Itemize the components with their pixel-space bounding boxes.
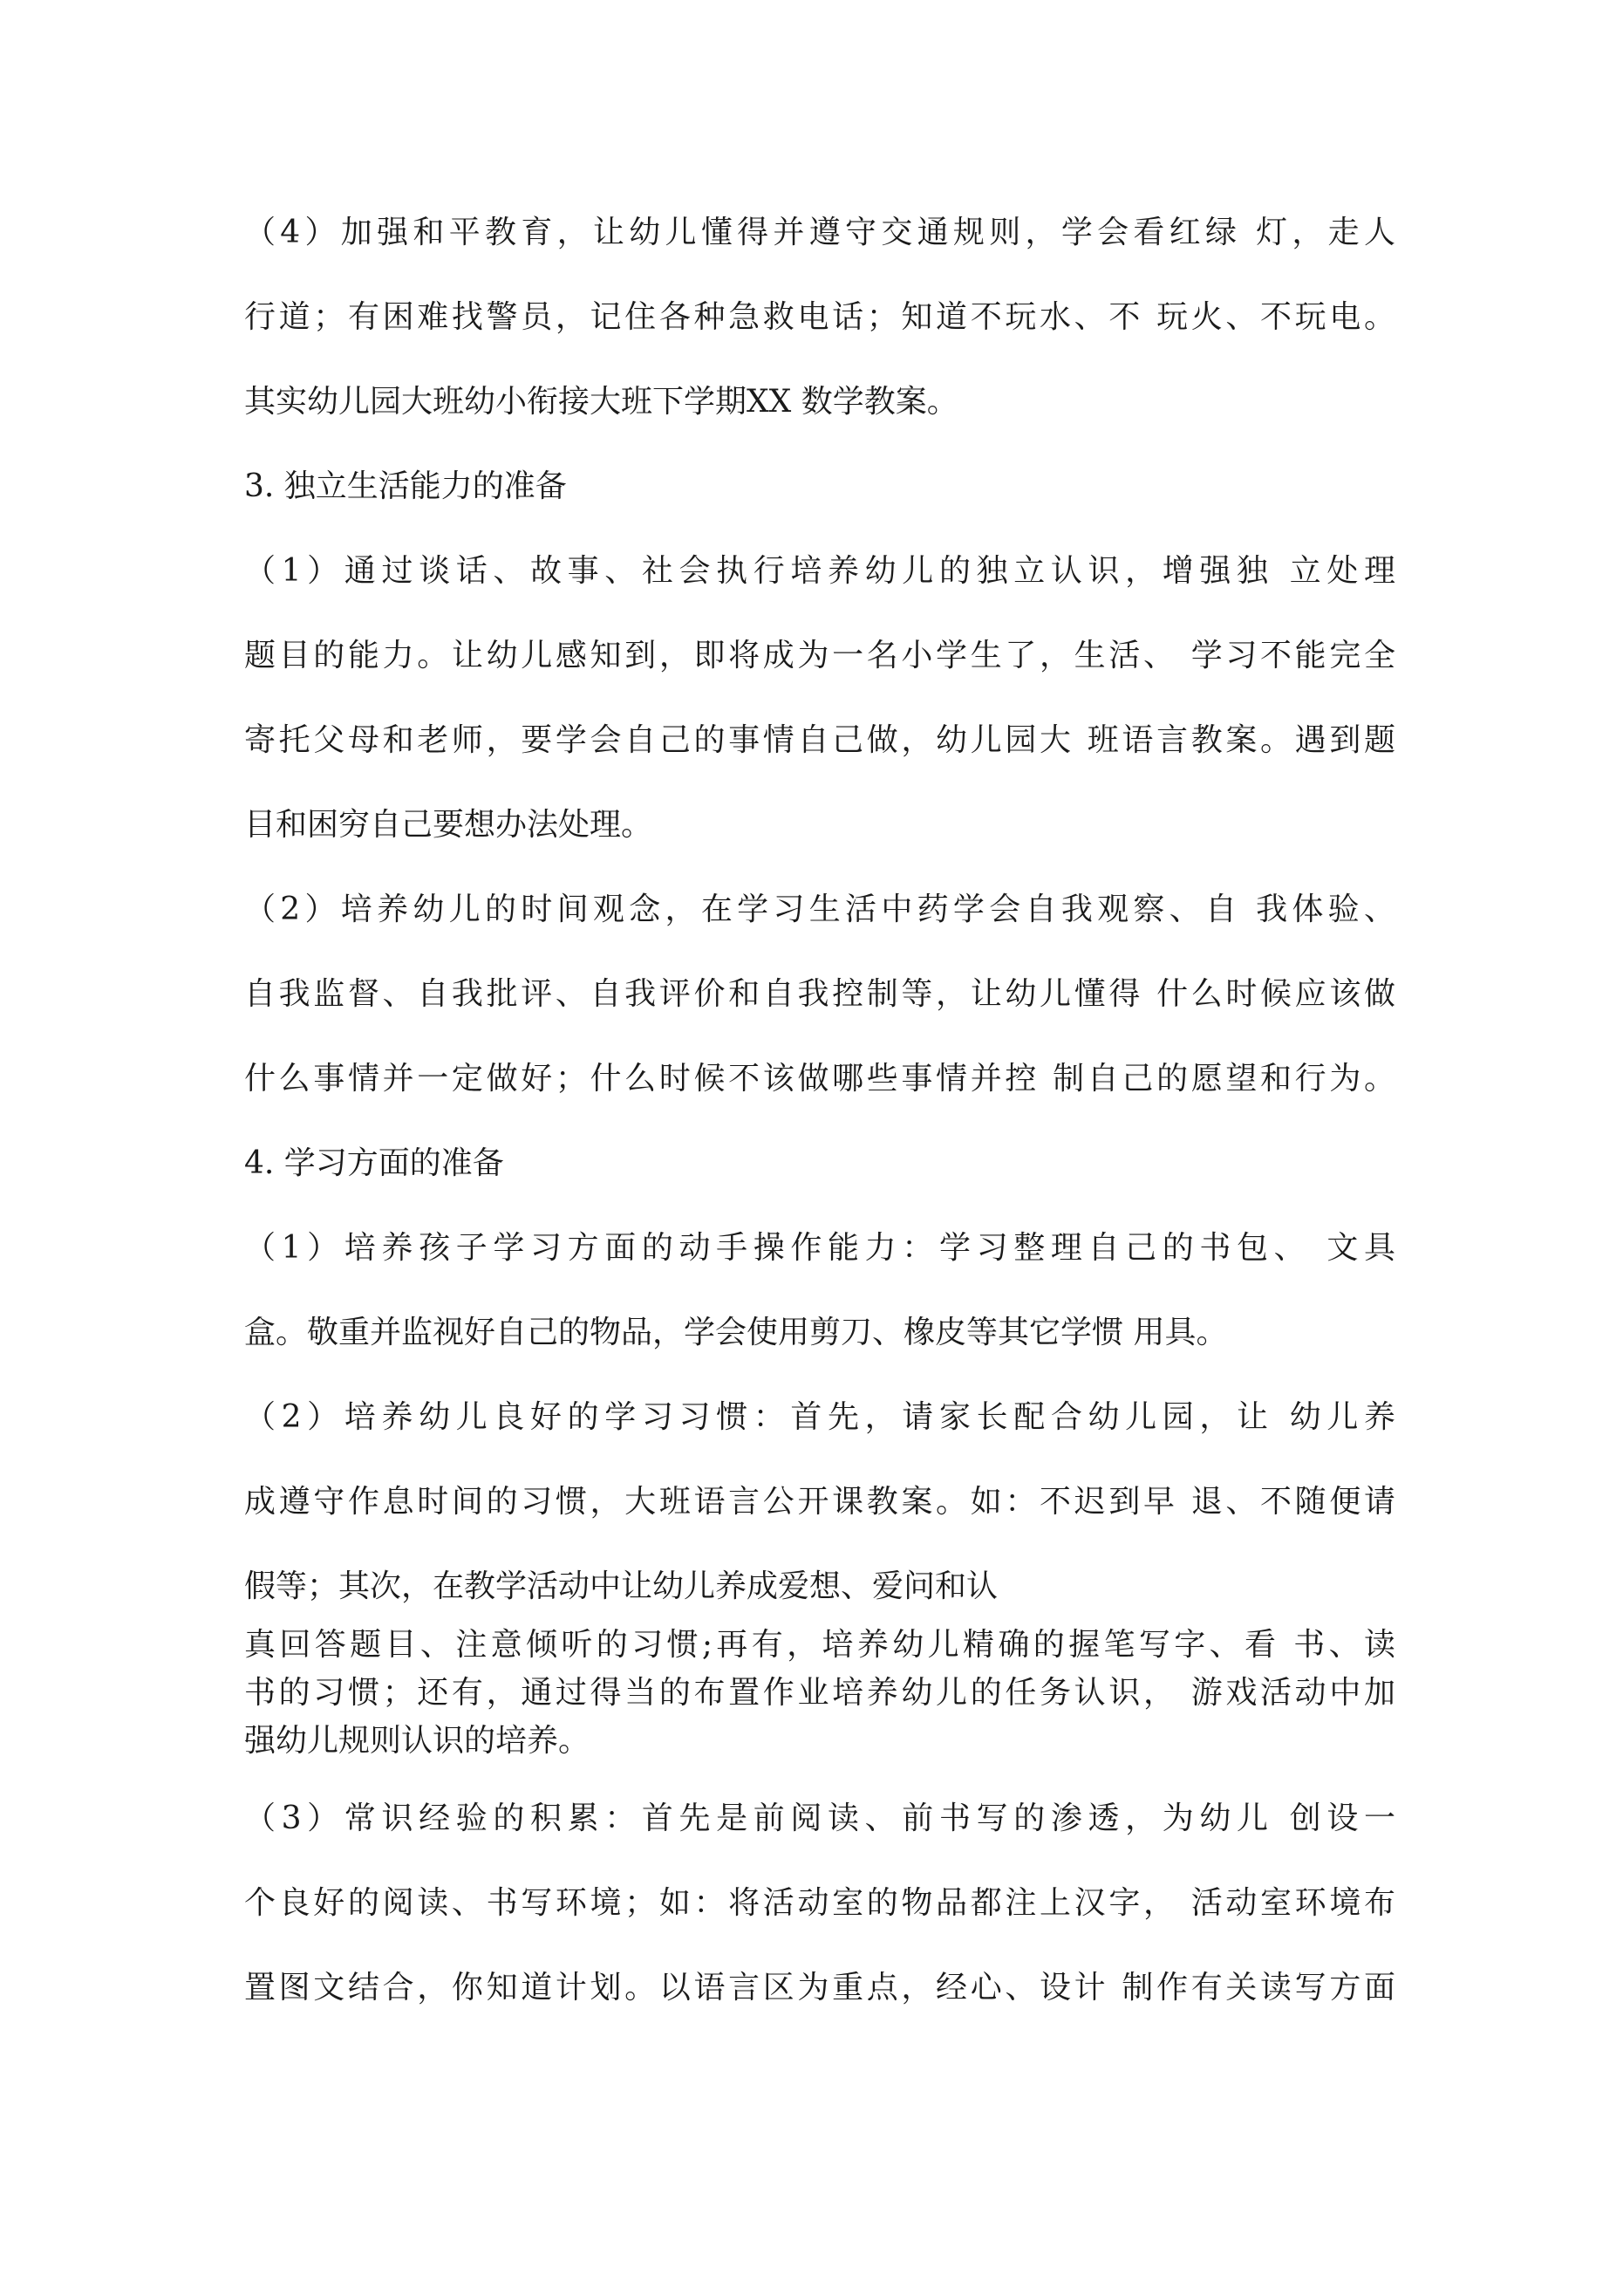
text-line: （3）常识经验的积累：首先是前阅读、前书写的渗透，为幼儿 创设一 — [244, 1801, 1395, 1836]
section-heading: 3. 独立生活能力的准备 — [244, 468, 567, 504]
text-line: 其实幼儿园大班幼小衔接大班下学期XX 数学教案。 — [244, 384, 958, 420]
text-line: 什么事情并一定做好；什么时候不该做哪些事情并控 制自己的愿望和行为。 — [244, 1061, 1395, 1097]
text-line: 假等；其次，在教学活动中让幼儿养成爱想、爱问和认 — [244, 1568, 999, 1604]
text-line: 目和困穷自己要想办法处理。 — [244, 807, 653, 843]
text-line: 强幼儿规则认识的培养。 — [244, 1723, 590, 1759]
text-line: 书的习惯；还有，通过得当的布置作业培养幼儿的任务认识， 游戏活动中加 — [244, 1675, 1395, 1711]
text-line: （2）培养幼儿的时间观念，在学习生活中药学会自我观察、自 我体验、 — [244, 892, 1395, 927]
text-line: （1）培养孩子学习方面的动手操作能力：学习整理自己的书包、 文具 — [244, 1230, 1395, 1266]
text-line: 个良好的阅读、书写环境；如：将活动室的物品都注上汉字， 活动室环境布 — [244, 1885, 1395, 1921]
text-line: 真回答题目、注意倾听的习惯;再有，培养幼儿精确的握笔写字、看 书、读 — [244, 1627, 1395, 1663]
text-line: （1）通过谈话、故事、社会执行培养幼儿的独立认识，增强独 立处理 — [244, 553, 1395, 589]
text-line: 题目的能力。让幼儿感知到，即将成为一名小学生了，生活、 学习不能完全 — [244, 638, 1395, 673]
text-line: 置图文结合，你知道计划。以语言区为重点，经心、设计 制作有关读写方面 — [244, 1970, 1395, 2006]
text-line: （4）加强和平教育，让幼儿懂得并遵守交通规则，学会看红绿 灯，走人 — [244, 215, 1395, 250]
section-heading: 4. 学习方面的准备 — [244, 1145, 504, 1181]
text-line: 自我监督、自我批评、自我评价和自我控制等，让幼儿懂得 什么时候应该做 — [244, 976, 1395, 1012]
text-line: 盒。敬重并监视好自己的物品，学会使用剪刀、橡皮等其它学惯 用具。 — [244, 1315, 1228, 1350]
text-line: 成遵守作息时间的习惯，大班语言公开课教案。如：不迟到早 退、不随便请 — [244, 1484, 1395, 1520]
text-line: （2）培养幼儿良好的学习习惯：首先，请家长配合幼儿园，让 幼儿养 — [244, 1399, 1395, 1435]
text-line: 寄托父母和老师，要学会自己的事情自己做，幼儿园大 班语言教案。遇到题 — [244, 722, 1395, 758]
text-line: 行道；有困难找警员，记住各种急救电话；知道不玩水、不 玩火、不玩电。 — [244, 299, 1395, 335]
